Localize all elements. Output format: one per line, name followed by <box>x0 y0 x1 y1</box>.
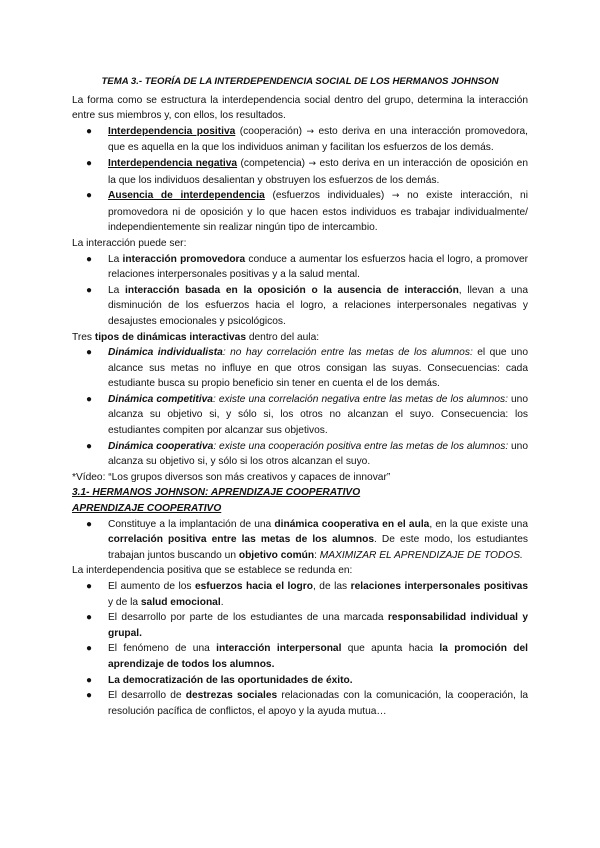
list-item: ● Interdependencia negativa (competencia) → esto deriva en un interacción de oposición en la que los individuos desalientan y obstruyen los esfuerzos de los demás. <box>86 157 528 186</box>
positive-heading: La interdependencia positiva que se establece se redunda en: <box>72 565 353 577</box>
arrow-icon: → <box>391 191 400 202</box>
document-content <box>72 74 528 719</box>
arrow-icon: → <box>306 126 314 137</box>
list-item: ● Constituye a la implantación de una dinámica cooperativa en el aula, en la que existe una correlación positiva entre las metas de los alumnos. De este modo, los estudiantes trabajan juntos buscando un objetivo común: MAXIMIZAR EL APRENDIZAJE DE TODOS. <box>86 518 528 561</box>
list-item: ● Ausencia de interdependencia (esfuerzos individuales) → no existe interacción, ni promovedora ni de oposición y lo que hacen estos individuos es trabajar individualmente/ independientemente sin realizar ningún tipo de intercambio. <box>86 190 528 234</box>
page-title: TEMA 3.- TEORÍA DE LA INTERDEPENDENCIA SOCIAL DE LOS HERMANOS JOHNSON <box>101 76 499 87</box>
list-item: ● Dinámica competitiva: existe una correlación negativa entre las metas de los alumnos: uno alcanza su objetivo si, y sólo si, los otros no alcanzan el suyo. Consecuencia: los estudiantes compiten por alcanzar sus objetivos. <box>86 393 528 437</box>
list-item: ● Dinámica cooperativa: existe una cooperación positiva entre las metas de los alumnos: uno alcanza su objetivo si, y sólo si los otros alcanzan el suyo. <box>86 440 529 468</box>
list-item: ● Dinámica individualista: no hay correlación entre las metas de los alumnos: el que uno alcance sus metas no influye en que otros consigan las suyas. Consecuencias: cada estudiante busca su propio beneficio sin tener en cuenta el de los demás. <box>86 347 528 390</box>
list-item: ● Interdependencia positiva (cooperación) → esto deriva en una interacción promovedora, que es aquella en la que los individuos animan y facilitan los esfuerzos de los demás. <box>86 125 529 154</box>
interaction-list <box>72 252 528 330</box>
bullet-icon: ● <box>86 125 93 137</box>
bullet-icon: ● <box>86 581 93 592</box>
bullet-icon: ● <box>86 674 93 686</box>
dynamics-list <box>72 345 528 470</box>
bullet-icon: ● <box>86 284 93 296</box>
bullet-icon: ● <box>86 690 93 702</box>
intro-paragraph: La forma como se estructura la interdependencia social dentro del grupo, determina la interacción entre sus miembros y, con ellos, los resultados. <box>72 94 528 122</box>
bullet-icon: ● <box>86 253 93 265</box>
bullet-icon: ● <box>86 518 93 530</box>
subsection-title: APRENDIZAJE COOPERATIVO <box>72 503 222 515</box>
list-item: ● La democratización de las oportunidades de éxito. <box>72 673 528 689</box>
bullet-icon: ● <box>86 612 93 624</box>
list-item: ● El desarrollo de destrezas sociales relacionadas con la comunicación, la cooperación, la resolución pacífica de conflictos, el apoyo y la ayuda mutua… <box>86 690 528 717</box>
bullet-icon: ● <box>86 643 93 655</box>
outcomes-list <box>72 579 528 719</box>
bullet-icon: ● <box>86 190 93 202</box>
section-title: 3.1- HERMANOS JOHNSON: APRENDIZAJE COOPERATIVO <box>72 487 361 499</box>
bullet-icon: ● <box>86 393 93 405</box>
list-item: ● El aumento de los esfuerzos hacia el logro, de las relaciones interpersonales positivas y de la salud emocional. <box>86 581 528 608</box>
cooperative-list <box>72 517 528 564</box>
interaction-heading: La interacción puede ser: <box>72 237 187 249</box>
dynamics-heading: Tres tipos de dinámicas interactivas dentro del aula: <box>72 331 320 343</box>
list-item: ● La interacción basada en la oposición o la ausencia de interacción, llevan a una disminución de los esfuerzos hacia el logro, a relaciones interpersonales negativas y desajustes emocionales y psicológicos. <box>86 284 528 327</box>
bullet-icon: ● <box>86 157 93 169</box>
list-item: ● El desarrollo por parte de los estudiantes de una marcada responsabilidad individual y grupal. <box>86 612 529 639</box>
arrow-icon: → <box>308 158 317 169</box>
video-note: *Vídeo: “Los grupos diversos son más creativos y capaces de innovar” <box>72 471 391 483</box>
interdependence-list <box>72 124 528 236</box>
list-item: ● El fenómeno de una interacción interpersonal que apunta hacia la promoción del aprendizaje de todos los alumnos. <box>86 643 529 670</box>
list-item: ● La interacción promovedora conduce a aumentar los esfuerzos hacia el logro, a promover relaciones interpersonales positivas y a la salud mental. <box>86 253 528 281</box>
bullet-icon: ● <box>86 440 93 452</box>
bullet-icon: ● <box>86 347 93 359</box>
